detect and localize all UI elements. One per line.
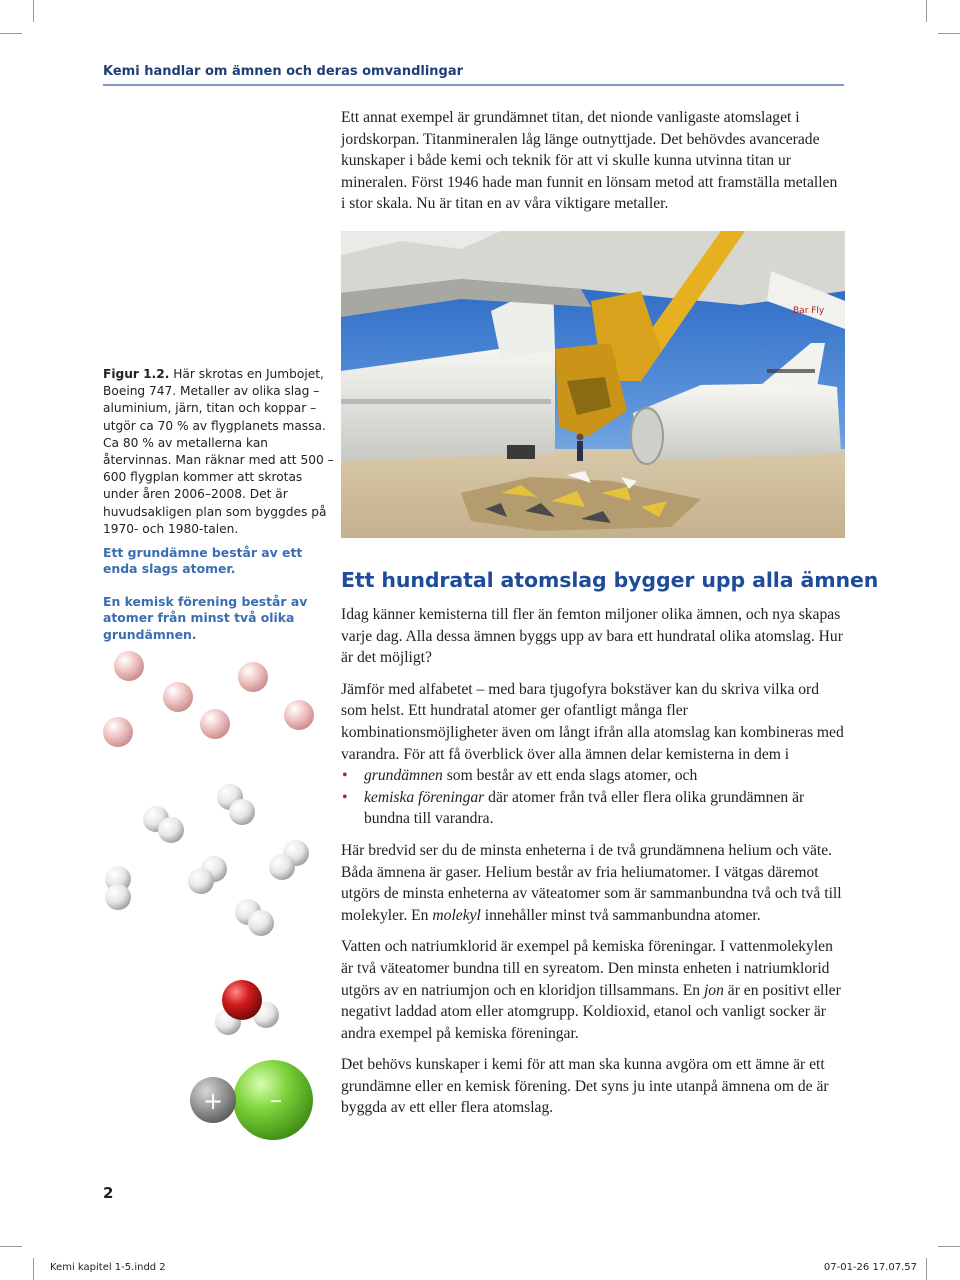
header-rule	[103, 84, 844, 86]
paragraph-3: Här bredvid ser du de minsta enheterna i de två grundämnena helium och väte. Båda ämnena är gaser. Helium består av fria heliumatomer. I vätgas däremot utgörs de minsta enheterna av väteatomer som är sammanbundna två och två till molekyler. En molekyl innehåller minst två sammanbundna atomer.	[341, 841, 842, 924]
airplane-scrap-photo	[341, 231, 845, 538]
crop-mark-icon	[926, 0, 927, 22]
section-title: Ett hundratal atomslag bygger upp alla ämnen	[341, 568, 879, 592]
paragraph-5: Det behövs kunskaper i kemi för att man ska kunna avgöra om ett ämne är ett grundämne eller en kemisk förening. Det syns ju inte utanpå ämnena om de är byggda av ett eller flera atomslag.	[341, 1056, 829, 1117]
sodium-ion-sign: +	[202, 1087, 224, 1115]
margin-note-element: Ett grundämne består av ett enda slags atomer.	[103, 545, 303, 577]
crop-mark-icon	[33, 1258, 34, 1280]
paragraph-1: Idag känner kemisterna till fler än femton miljoner olika ämnen, och nya skapas varje dag. Alla dessa ämnen byggs upp av bara ett hundratal olika atomslag. Hur är det möjligt?	[341, 606, 843, 667]
page-number: 2	[103, 1184, 114, 1202]
crop-mark-icon	[938, 1246, 960, 1247]
crop-mark-icon	[0, 1246, 22, 1247]
term-jon: jon	[703, 981, 724, 999]
figure-scrapped-jumbojet	[341, 231, 845, 538]
term-kemiska-foreningar: kemiska föreningar	[364, 788, 485, 806]
bullet-list	[341, 765, 845, 830]
sodium-chloride-ions	[190, 1060, 313, 1140]
slug-timestamp: 07-01-26 17.07.57	[823, 1262, 917, 1273]
figure-caption	[103, 366, 335, 538]
atoms-diagram	[100, 645, 340, 1155]
intro-paragraph: Ett annat exempel är grundämnet titan, det nionde vanligaste atomslaget i jordskorpan. Titanmineralen låg länge outnyttjade. Det behövdes avancerade kunskaper i både kemi och teknik för att vi skulle kunna utvinna titan ur mineralen. Först 1946 hade man funnit en lönsam metod att framställa metallen i stor skala. Nu är titan en av våra viktigare metaller.	[341, 109, 838, 213]
paragraph-2: Jämför med alfabetet – med bara tjugofyra bokstäver kan du skriva vilka ord som helst. Ett hundratal atomer ger ofantligt många fler kombinationsmöjligheter även om långt ifrån alla atomslag kan kombineras med varandra. För att få överblick över alla ämnen delar kemisterna in dem i	[341, 680, 844, 763]
main-text	[341, 604, 845, 1129]
slug-filename: Kemi kapitel 1-5.indd 2	[50, 1262, 166, 1273]
margin-note-compound: En kemisk förening består av atomer från minst två olika grundämnen.	[103, 594, 308, 642]
crop-mark-icon	[926, 1258, 927, 1280]
crop-mark-icon	[0, 33, 22, 34]
chloride-ion-sign: –	[270, 1086, 282, 1114]
figure-caption-text: Här skrotas en Jumbojet, Boeing 747. Metaller av olika slag – aluminium, järn, titan och koppar – utgör ca 70 % av flygplanets massa. Ca 80 % av metallerna kan återvinnas. Man räknar med att 500 – 600 flygplan kommer att skrotas under åren 2006–2008. Det är huvudsakligen plan som byggdes på 1970- och 1980-talen.	[103, 367, 334, 536]
water-molecule	[215, 980, 279, 1035]
crop-mark-icon	[33, 0, 34, 22]
paragraph-4: Vatten och natriumklorid är exempel på kemiska föreningar. I vattenmolekylen är två väteatomer bundna till en syreatom. Den minsta enheten i natriumklorid utgörs av en natriumjon och en kloridjon tillsammans. En jon är en positivt eller negativt laddad atom eller atomgrupp. Koldioxid, etanol och vanligt socker är andra exempel på kemiska föreningar.	[341, 938, 841, 1042]
term-molekyl: molekyl	[432, 906, 481, 924]
helium-atoms	[103, 651, 314, 747]
bullet-item-compound: • kemiska föreningar där atomer från två eller flera olika grundämnen är bundna till varandra.	[341, 787, 845, 830]
figure-label: Figur 1.2.	[103, 367, 170, 381]
bullet-item-element: • grundämnen som består av ett enda slags atomer, och	[341, 765, 845, 787]
crane-sign-text: Bar Fly	[793, 306, 825, 316]
hydrogen-molecules	[105, 784, 309, 936]
term-grundamnen: grundämnen	[364, 767, 443, 785]
atom-illustrations	[100, 645, 340, 1155]
running-head: Kemi handlar om ämnen och deras omvandlingar	[103, 64, 464, 79]
crop-mark-icon	[938, 33, 960, 34]
